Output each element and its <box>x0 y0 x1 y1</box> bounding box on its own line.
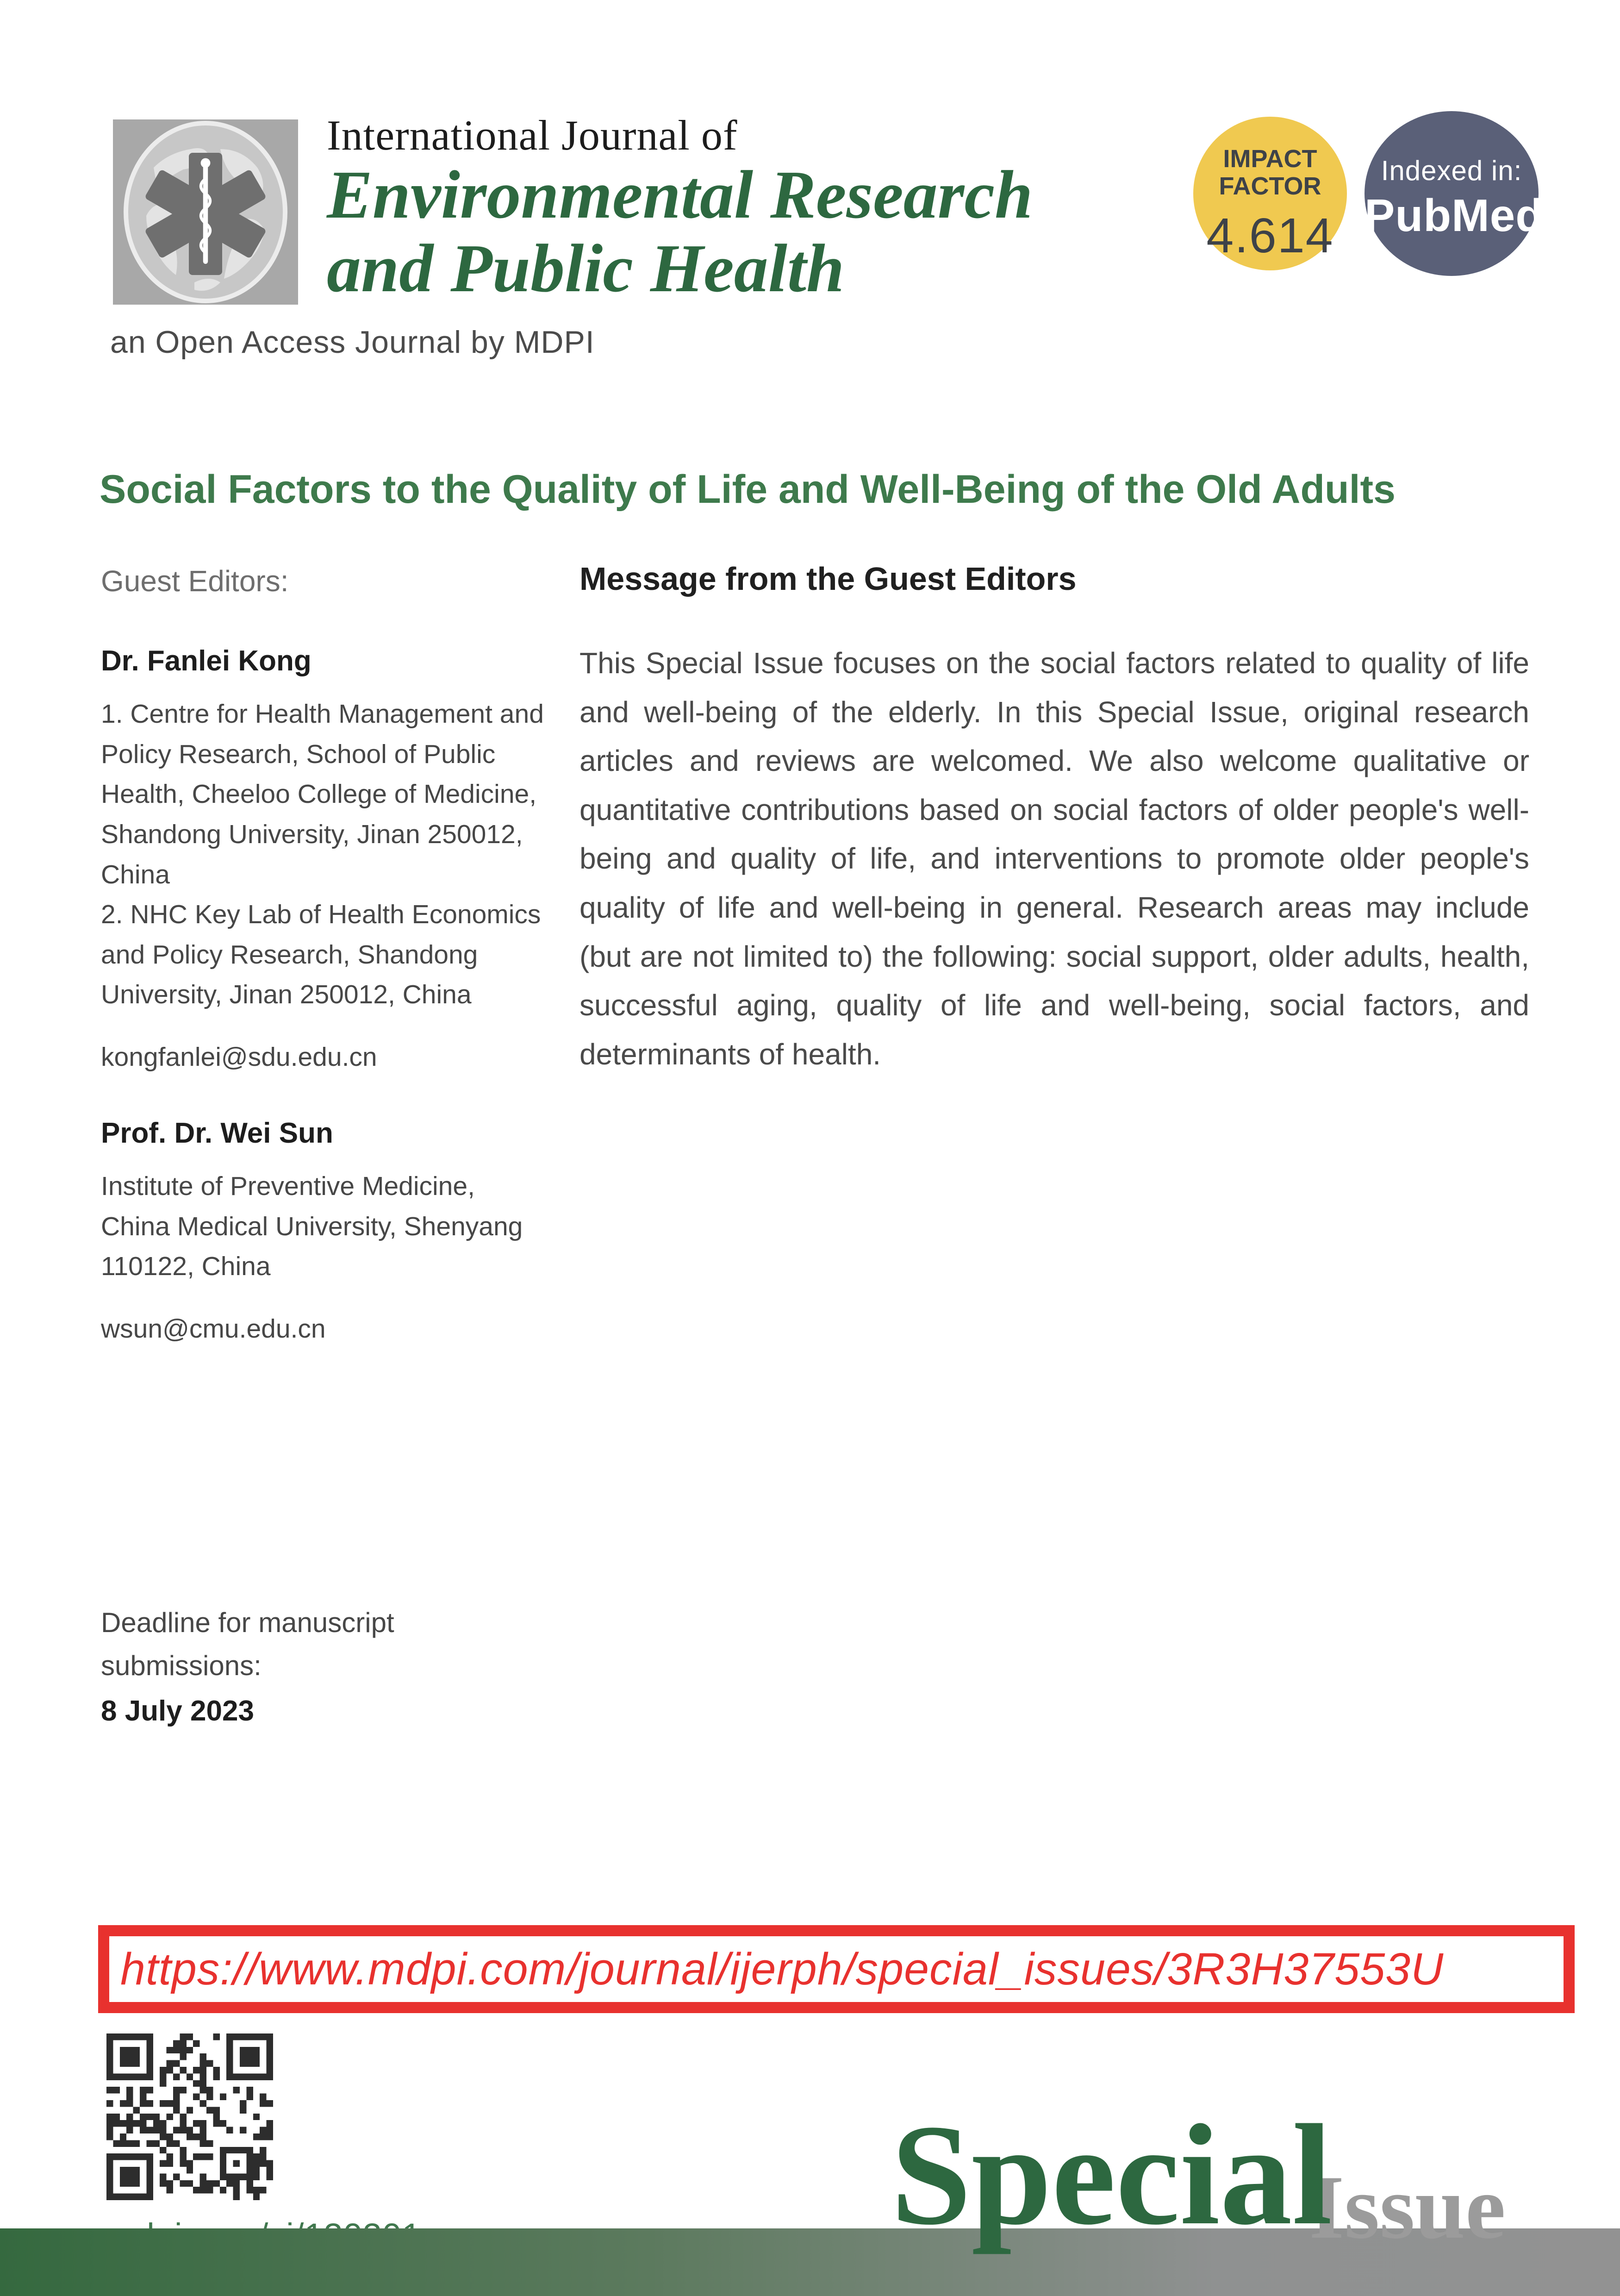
journal-name-line2: and Public Health <box>327 230 845 307</box>
impact-factor-value: 4.614 <box>1206 208 1334 263</box>
message-body: This Special Issue focuses on the social factors related to quality of life and well-being of the elderly. In this Special Issue, original research articles and reviews are welcomed. We also welcome qualitative or quantitative contributions based on social factors of older people's well-being and quality of life, and interventions to promote older people's quality of life and well-being in general. Research areas may include (but are not limited to) the following: social support, older adults, health, successful aging, quality of life and well-being, social factors, and determinants of health. <box>579 646 1529 1071</box>
deadline-label: Deadline for manuscript submissions: <box>101 1607 394 1681</box>
wordmark-issue: Issue <box>1309 2157 1506 2258</box>
wordmark-special: Special <box>891 2095 1333 2255</box>
deadline-date: 8 July 2023 <box>101 1695 254 1727</box>
editor-2-affiliation-1: Institute of Preventive Medicine, China Medical University, Shenyang 110122, China <box>101 1171 523 1282</box>
editor-1-name: Dr. Fanlei Kong <box>101 645 312 677</box>
editor-2-name: Prof. Dr. Wei Sun <box>101 1117 333 1149</box>
editor-1 <box>101 644 548 1072</box>
qr-code <box>106 2033 273 2200</box>
indexed-in-label: Indexed in: <box>1381 155 1522 186</box>
journal-name-line1: Environmental Research <box>327 157 1033 233</box>
indexed-in-value: PubMed <box>1365 190 1544 241</box>
journal-name-prefix: International Journal of <box>327 112 738 159</box>
editor-1-affiliation-1: 1. Centre for Health Management and Policy Research, School of Public Health, Cheeloo College of Medicine, Shandong University, Jinan 250012, China <box>101 699 544 889</box>
impact-factor-label: IMPACT FACTOR <box>1219 145 1321 200</box>
qr-code-icon <box>106 2033 273 2200</box>
guest-editors-label: Guest Editors: <box>101 564 289 598</box>
editor-1-affiliation-2: 2. NHC Key Lab of Health Economics and Policy Research, Shandong University, Jinan 250012, China <box>101 900 541 1010</box>
editor-2-email-link[interactable]: wsun@cmu.edu.cn <box>101 1314 326 1344</box>
journal-subtitle: an Open Access Journal by MDPI <box>110 325 595 360</box>
editor-1-email-link[interactable]: kongfanlei@sdu.edu.cn <box>101 1042 377 1072</box>
deadline-block <box>101 1601 548 1727</box>
editor-2 <box>101 1117 548 1344</box>
globe-medical-icon <box>110 119 301 305</box>
special-issue-url-link[interactable]: https://www.mdpi.com/journal/ijerph/special_issues/3R3H37553U <box>120 1944 1444 1994</box>
guest-editors-column <box>101 644 548 1727</box>
special-issue-title: Social Factors to the Quality of Life and Well-Being of the Old Adults <box>100 467 1396 512</box>
indexed-in-badge <box>1365 111 1544 276</box>
message-heading: Message from the Guest Editors <box>579 561 1077 597</box>
impact-factor-badge <box>1193 117 1347 270</box>
journal-logo <box>110 119 301 305</box>
special-issue-url-box <box>98 1925 1575 2013</box>
journal-name <box>327 112 1033 307</box>
